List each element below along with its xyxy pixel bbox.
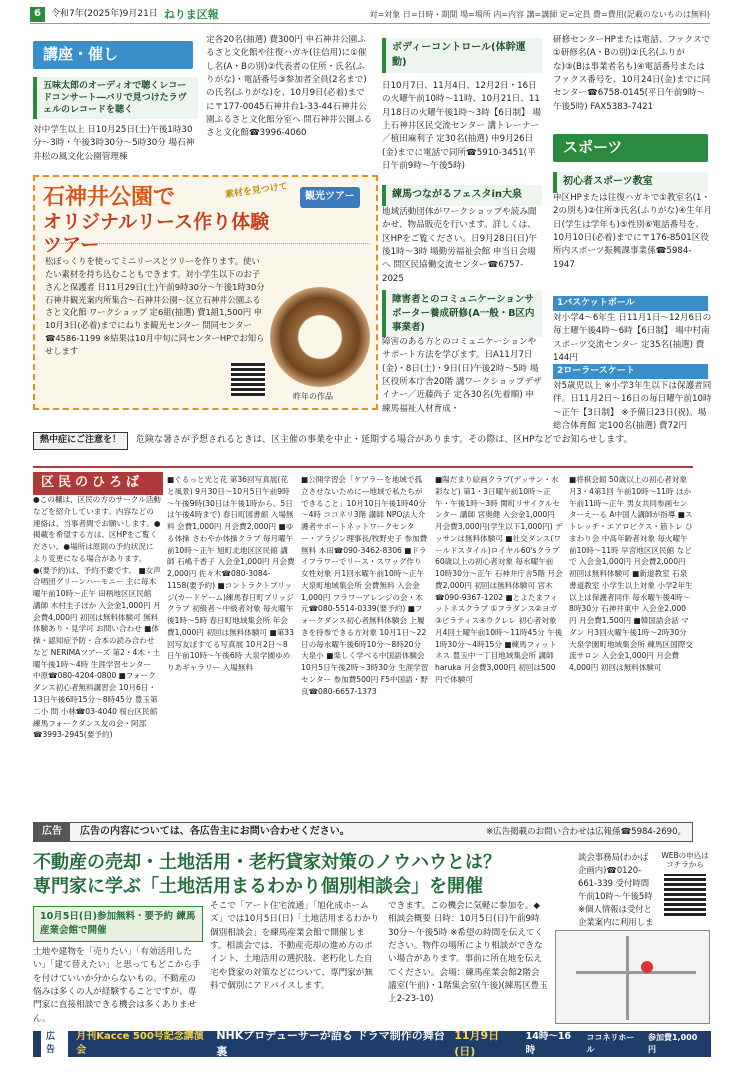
web-apply: WEBの申込はコチラから (661, 851, 709, 869)
issue-date: 令和7年(2025年)9月21日 (50, 8, 158, 19)
promo-box (33, 175, 378, 410)
item4-title: 障害者とのコミュニケーションサポーター養成研修(A一般・B区内事業者) (382, 290, 542, 337)
item2-title: ボディーコントロール(体幹運動) (382, 38, 542, 73)
footer-brand: 月刊Kacce 500号記念講演会 (76, 1030, 204, 1056)
item1-title: 五味太郎のオーディオで聴くレコードコンサート―バリで見つけたラヴェルのレコードを聴く (33, 77, 198, 119)
heat-text: 危険な暑さが予想されるときは、区主催の事業を中止・延期する場合があります。その際は、区HPなどでお知らせします。 (136, 435, 633, 446)
hiroba-col4: ■陽だまり絵画クラブ(デッサン・水彩など) 第1・3日曜午前10時～正午・午後1時～3時 関町リサイクルセンター 講師 宮奥健 入会金1,000円 月会費3,000円(学生以下1,000円) デッサンは無料体験可 ■社交ダンス(ワールドスタイル)ロイヤル60'sクラブ 60歳以上の初心者対象 毎水曜午前10時30分～正午 石神井庁舎5階 月会費2,000円 初回は無料体験可 宮木☎090-9367-1202 ■とよたまフィットネスクラブ ①フラダンス②ヨガ③ピラティス④ウクレレ 初心者対象 月4回土曜午前10時～11時45分 午後1時30分～4時15分 ■練馬フィットネス 豊玉中一丁目地域集会所 講師 haruka 月会費3,000円 初回は500円で体験可 (435, 475, 563, 685)
ad-date-box: 10月5日(日)参加無料・要予約 練馬産業会館で開催 (33, 906, 203, 942)
hiroba-col1: ●この欄は、区民の方のサークル活動などを紹介しています。内容などの連絡は、当事者間でお願いします。●掲載を希望する方は、区HPをご覧ください。●場所は原則の予約状況により変更になる場合があります。●(要予約)は、予約不要です。 ■女声合唱団グリーンハーモニー 主に毎木曜午前10時～正午 田柄地区区民館 講師 木村圭子ほか 入会金1,000円 月会費4,000円 初回は無料体験可 無料体験あり・見学可 お問い合わせ ■体操・認知症予防・合本の読み合わせなど NERIMAツアーズ 第2・4木・土曜午後1時～4時 生涯学習センター 中原☎080-4204-0800 ■フォークダンス初心者無料講習会 10月6日・13日午後6時15分～8時45分 豊玉第二小 問 小林☎03-4040 桜台区民館 練馬フォークダンス友の会・阿部☎3993-2945(要予約) (33, 495, 161, 740)
sports-apply-text: 申区HPまたは往復ハガキで①教室名(1・2の別も)②住所③氏名(ふりがな)④生年月日(学生は学年も)⑤性別⑥電話番号を、10月10日(必着)までに〒176-8501区役所内スポーツ振興課事業係☎5984-1947 (553, 193, 712, 270)
ad-headline-2: 専門家に学ぶ「土地活用まるわかり個別相談会」を開催 (33, 876, 483, 898)
training-contact: 研修センターHPまたは電話、ファクスで①研修名(A・Bの別)②氏名(ふりがな)③(Bは事業者名も)④電話番号またはファクス番号を、10月24日(金)までに同センター☎6758-0145(平日午前9時～午後5時) FAX5383-7421 (553, 35, 711, 112)
footer-ad (33, 1031, 711, 1057)
basketball-text: 対小学4～6年生 日11月1日～12月6日の毎土曜午後4時～6時【6日制】 場中村南スポーツ交流センター 定35名(抽選) 費144円 (553, 313, 712, 363)
hiroba-col5: ■将棋会館 50歳以上の初心者対象 月3・4第1回 午前10時～11時 ほか 午前11時～正午 男女共同参画センターえーる A中国人講師が指導 ■ストレッチ・エアロビクス・筋トレ ひまわり会 中高年齢者対象 毎火曜午前10時～11時 早宮地区区民館 などで 入会金1,000円 月会費2,000円 初回は無料体験可 ■新道教室 石泉書道教室 小学生以上対象 小学2年生以上は保護者同伴 毎水曜午後4時～8時30分 石神井東中 入会金2,000円 月会費1,500円 ■韓国語会話 マダン 月3回火曜午後1時～2時30分 大泉学園町地域集会所 練馬区国際交流サロン 入会金1,000円 月会費4,000円 初回は無料体験可 (569, 475, 693, 673)
ad-para-3: できます。この機会に気軽に参加を。◆相談会概要 日時：10月5日(日)午前9時30分～午後5時 ※希望の時間を伝えてください。物件の場所により相談ができない場合があります。事前に所在地を伝えてください。会場：練馬産業会館2階会議室(午前)・1階集会室(午後)(練馬区豊玉上2-23-10) (388, 901, 548, 1005)
ad-notice (33, 822, 693, 842)
footer-fee: 参加費1,000円 (647, 1033, 698, 1054)
ad-headline-1: 不動産の売却・土地活用・老朽貸家対策のノウハウとは？ (33, 852, 501, 873)
hiroba-section (33, 466, 693, 821)
promo-title-2: オリジナルリース作り体験ツアー (43, 211, 270, 257)
beginner-sports: 初心者スポーツ教室 (553, 172, 708, 193)
ad-contact: 談会事務局(わかば企画内)☎0120-661-339 受付時間午前10時～午後5時 ※個人情報は受付と企業案内に利用しま (578, 852, 654, 928)
lecture-apply-text: 定各20名(抽選) 費300円 申石神井公園ふるさと文化館や往復ハガキ(往信用)に①催し名(A・Bの別)②代表者の住所・氏名(ふりがな)・電話番号③参加者全員(2名まで)の氏名(ふりがな)を、10月9日(必着)までに〒177-0045石神井台1-33-44石神井公園ふるさと文化館分室へ 問石神井公園ふるさと文化館☎3996-4060 (206, 35, 373, 139)
footer-main: NHKプロデューサーが語る ドラマ制作の舞台裏 (216, 1029, 445, 1058)
brand-logo: ねりま区報 (163, 7, 219, 21)
hiroba-title: 区民のひろば (33, 472, 163, 495)
hiroba-col3: ■公開学習会「ケアラーを地域で孤立させないために―地域で私たちができること」10月10日午後1時40分～4時 ココネリ3階 講師 NPO法人介護者サポートネットワークセンター・アラジン理事長/牧野史子 参加費無料 本田☎090-3462-8306 ■ドライフラワーでリース・スワッグ作り 女性対象 月1回水曜午前10時～正午 大泉町地域集会所 会費無料 入会金1,000円 フラワーアレンジの会・木元☎080-5514-0339(要予約) ■フォークダンス初心者無料体験会 上履きを持参できる方対象 10月1日～22日の毎水曜午後6時10分～8時20分 大泉小 ■楽しく学べる中国語体験会 10月5日午後2時～3時30分 生涯学習センター 参加費500円 F5中国語・野良☎080-6657-1373 (301, 475, 429, 696)
item3-text: 地域活動団体がワークショップや読み聞かせ、物品販売を行います。詳しくは、区HPをご覧ください。日9月28日(日)午後1時～3時 場勤労福祉会館 申当日会場へ 問区民協働交流センター☎6757-2025 (382, 207, 538, 284)
promo-title-1: 石神井公園で (43, 185, 176, 210)
basketball-label: 1バスケットボール (553, 296, 708, 311)
footer-date: 11月9日(日) (454, 1029, 500, 1058)
promo-caption: 昨年の作品 (293, 392, 333, 401)
promo-text: 松ぼっくりを使ってミニリースとツリーを作ります。使いたい素材を持ち込むこともできます。対小学生以下のお子さんと保護者 日11月29日(土)午前9時30分～午後1時30分 石神井観光案内所集合～石神井公園～区立石神井公園ふるさと文化館 ワークショップ 定6組(抽選) 費1組1,500円 申10月3日(必着)までにねりま観光センター 問同センター☎4586-1199 ※結果は10月中旬に同センターHPでお知らせします (45, 256, 265, 357)
ad-label: 広告 (34, 823, 70, 842)
ad-note: ※広告掲載のお問い合わせは広報係☎5984-2690。 (485, 826, 686, 837)
qr-code[interactable] (231, 362, 265, 396)
roller-text: 対5歳児以上 ※小学3年生以下は保護者同伴。日11月2日～16日の毎日曜午前10時～正午【3日制】 ※予備日23日(祝)。場総合体育館 定100名(抽選) 費72円 (553, 381, 712, 431)
heat-label: 熱中症にご注意を！ (33, 432, 128, 449)
ad-para-1: 土地や建物を「売りたい」「有効活用したい」「建て替えたい」と思ってもどこから手を付けていいか分からないもの。不動産の悩みは多くの人が経験することですが、専門家に直接相談できる機会は多くありません。 (33, 947, 201, 1024)
ad-text: 広告の内容については、各広告主にお問い合わせください。 (80, 825, 350, 837)
hiroba-col2: ■ぐるっと光と花 第36回写真展(花と風景) 9月30日～10月5日午前9時～午後9時(30日は午後1時から、5日は午後4時まで) 春日町図書館 入場無料 会費1,000円 月会費2,000円 ■ゆる体操 さわやか体操クラブ 毎月曜午前10時～正午 旭町北地区区民館 講師 石嶋千香子 入会金1,000円 月会費2,000円 佐々木☎080-3084-1158(要予約) ■コントラクトブリッジ(カードゲーム)練馬春日町ブリッジクラブ 初級者～中級者対象 毎火曜午後1時～5時 春日町地域集会所 年会費1,000円 初回は無料体験可 ■第33回写友ぼすてる写真展 10月2日～8日午前10時～午後6時 大泉学園ゆめりあギャラリー 入場無料 (167, 475, 295, 673)
ad-para-2: そこで「アート住宅流通」「旭化成ホームズ」では10月5日(日)「土地活用まるわかり個別相談会」を練馬産業会館で開催します。相談会では、不動産売却の進め方のポイント、土地活用の選択肢、老朽化した自宅や貸家の対策などについて、専門家が無料で個別にアドバイスします。 (210, 901, 380, 991)
item3-title: 練馬つながるフェスタin大泉 (382, 185, 542, 206)
wreath-photo (270, 287, 370, 387)
web-qr-code[interactable] (664, 874, 706, 916)
item1-text: 対中学生以上 日10月25日(土)午後1時30分～3時・午後3時30分～5時30分 場石神井松の風文化公園管理棟 (33, 125, 195, 162)
heat-notice (33, 432, 693, 450)
page-number: 6 (30, 7, 45, 22)
decor-leaves (45, 243, 370, 255)
item2-text: 日10月7日、11月4日、12月2日・16日の火曜午前10時～11時、10月21日、11月18日の火曜午後1時～3時【6日制】 場上石神井区民交流センター 講トレーナー／植田麻利子 定30名(抽選) 申9月26日(金)までに電話で同所☎5910-3451(平日午前9時～午後5時) (382, 81, 541, 171)
footer-time: 14時～16時 (525, 1031, 572, 1056)
tour-badge: 観光ツアー (300, 187, 360, 208)
item4-text: 障害のある方とのコミュニケーションやサポート方法を学びます。日A11月7日(金)・8日(土)・9日(日)午後2時～5時 場区役所本庁舎20階 講ワークショップデザイナー／近藤尚子 定各30名(先着順) 申練馬福祉人材育成・ (382, 337, 542, 414)
venue-map (555, 930, 710, 1024)
promo-tag: 素材を見つけて (224, 181, 289, 201)
page-header (30, 6, 710, 24)
footer-ad-label: 広告 (41, 1030, 68, 1058)
roller-label: 2ローラースケート (553, 364, 708, 379)
legend: 対=対象 日=日時・期間 場=場所 内=内容 講=講師 定=定員 費=費用(記載のないものは無料) (369, 9, 710, 19)
section-lectures: 講座・催し (33, 41, 193, 69)
ad-headline (33, 851, 583, 900)
footer-place: ココネリホール (586, 1033, 635, 1054)
section-sports: スポーツ (553, 134, 708, 162)
